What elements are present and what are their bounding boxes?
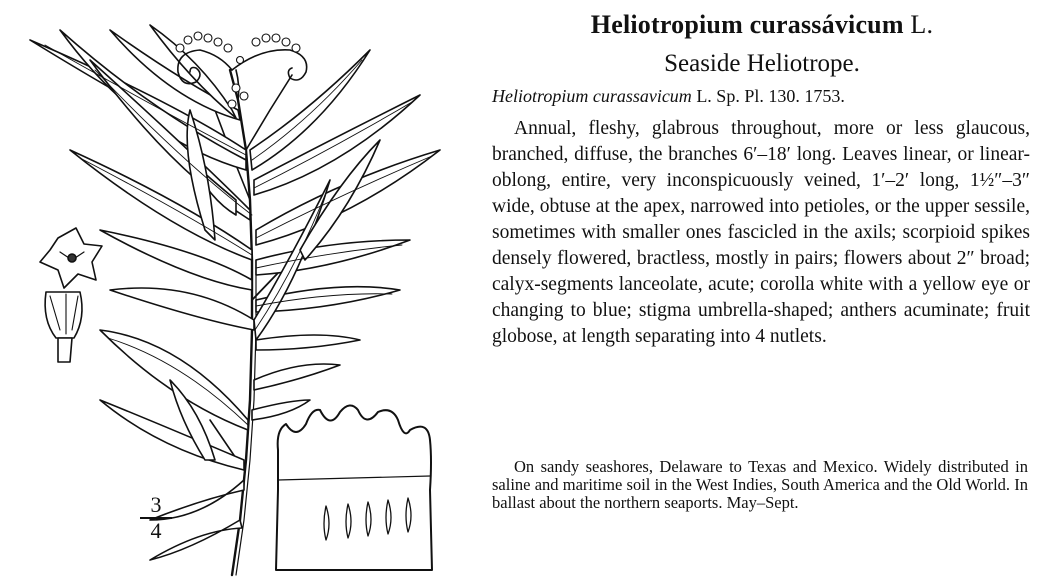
leaf (252, 400, 310, 420)
citation-year: 1753. (804, 86, 845, 106)
scale-numerator: 3 (150, 492, 162, 517)
species-title (488, 10, 1036, 40)
text-column (488, 0, 1036, 583)
leaf (254, 364, 340, 390)
leaf (256, 240, 410, 275)
scientific-name: Heliotropium curassávicum (590, 10, 904, 39)
corolla-detail (276, 405, 432, 570)
scale-fraction (134, 493, 178, 543)
citation (492, 86, 1036, 107)
leaf (110, 288, 254, 330)
scale-denominator: 4 (150, 518, 162, 543)
common-name: Seaside Heliotrope. (664, 50, 860, 77)
plant-illustration (0, 0, 480, 583)
leaf (256, 335, 360, 350)
author-abbrev: L. (910, 10, 934, 39)
calyx-detail (45, 292, 82, 362)
flower-detail (40, 228, 102, 288)
citation-reference: L. Sp. Pl. 130. (696, 86, 800, 106)
distribution-paragraph: On sandy seashores, Delaware to Texas and Mexico. Widely distributed in saline and maritime soil in the West Indies, South America and the Old World. In ballast about the northern seaports. May–Sept. (492, 457, 1028, 512)
description-paragraph: Annual, fleshy, glabrous throughout, more or less glaucous, branched, diffuse, the branches 6′–18′ long. Leaves linear, or linear-oblong, entire, very inconspicuously veined, 1′–2′ long, 1½″–3″ wide, obtuse at the apex, narrowed into petioles, or the upper sessile, sometimes with smaller ones fascicled in the axils; scorpioid spikes densely flowered, bractless, mostly in pairs; flowers about 2″ broad; calyx-segments lanceolate, acute; corolla white with a yellow eye or changing to blue; stigma umbrella-shaped; anthers acuminate; fruit globose, at length separating into 4 nutlets. (492, 118, 1030, 347)
citation-name: Heliotropium curassavicum (492, 86, 692, 106)
